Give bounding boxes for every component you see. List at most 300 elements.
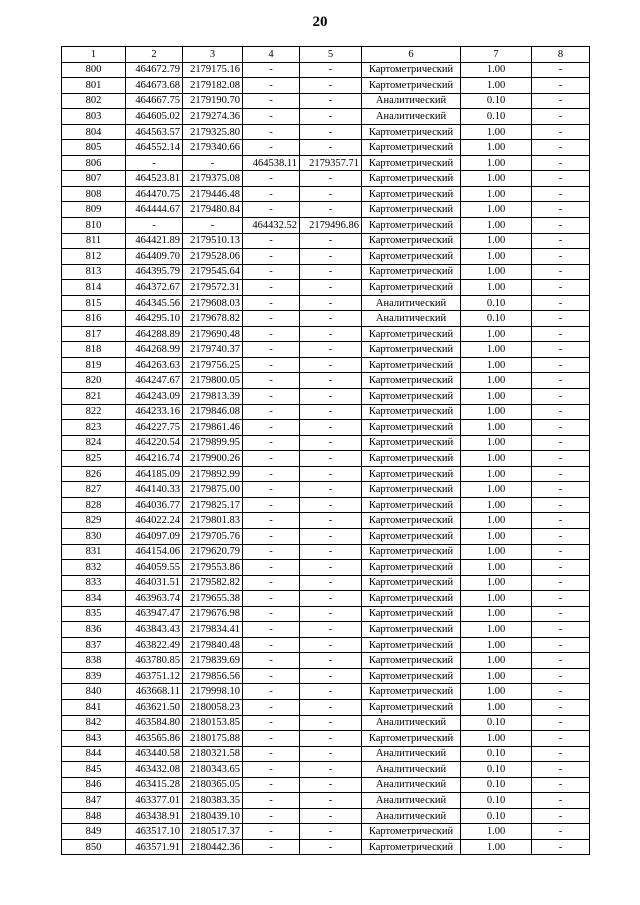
- x-alt-coordinate-cell: -: [243, 357, 300, 373]
- y-coordinate-cell: 2180365.05: [183, 777, 243, 793]
- table-row: [62, 93, 590, 109]
- method-cell: Картометрический: [362, 466, 461, 482]
- note-cell: -: [532, 357, 590, 373]
- accuracy-cell: 1.00: [461, 124, 532, 140]
- y-coordinate-cell: 2180321.58: [183, 746, 243, 762]
- method-cell: Аналитический: [362, 777, 461, 793]
- x-coordinate-cell: -: [126, 218, 183, 234]
- y-alt-coordinate-cell: -: [300, 684, 362, 700]
- note-cell: -: [532, 155, 590, 171]
- x-coordinate-cell: 464097.09: [126, 528, 183, 544]
- point-number-cell: 805: [62, 140, 126, 156]
- point-number-cell: 807: [62, 171, 126, 187]
- y-coordinate-cell: 2180153.85: [183, 715, 243, 731]
- method-cell: Картометрический: [362, 420, 461, 436]
- table-row: [62, 202, 590, 218]
- table-row: [62, 606, 590, 622]
- y-alt-coordinate-cell: -: [300, 202, 362, 218]
- method-cell: Картометрический: [362, 249, 461, 265]
- x-alt-coordinate-cell: -: [243, 684, 300, 700]
- x-coordinate-cell: 464022.24: [126, 513, 183, 529]
- method-cell: Картометрический: [362, 342, 461, 358]
- note-cell: -: [532, 373, 590, 389]
- table-row: [62, 109, 590, 125]
- x-alt-coordinate-cell: -: [243, 78, 300, 94]
- accuracy-cell: 1.00: [461, 202, 532, 218]
- point-number-cell: 818: [62, 342, 126, 358]
- method-cell: Картометрический: [362, 155, 461, 171]
- accuracy-cell: 1.00: [461, 373, 532, 389]
- accuracy-cell: 0.10: [461, 746, 532, 762]
- x-coordinate-cell: 464059.55: [126, 560, 183, 576]
- note-cell: -: [532, 311, 590, 327]
- note-cell: -: [532, 839, 590, 855]
- accuracy-cell: 1.00: [461, 404, 532, 420]
- note-cell: -: [532, 186, 590, 202]
- table-row: [62, 404, 590, 420]
- method-cell: Картометрический: [362, 699, 461, 715]
- method-cell: Картометрический: [362, 186, 461, 202]
- table-row: [62, 762, 590, 778]
- y-coordinate-cell: 2179800.05: [183, 373, 243, 389]
- y-alt-coordinate-cell: -: [300, 264, 362, 280]
- table-row: [62, 684, 590, 700]
- accuracy-cell: 0.10: [461, 793, 532, 809]
- table-row: [62, 513, 590, 529]
- table-row: [62, 78, 590, 94]
- accuracy-cell: 1.00: [461, 155, 532, 171]
- note-cell: -: [532, 435, 590, 451]
- y-coordinate-cell: 2180175.88: [183, 731, 243, 747]
- method-cell: Аналитический: [362, 295, 461, 311]
- x-coordinate-cell: 464154.06: [126, 544, 183, 560]
- table-row: [62, 839, 590, 855]
- table-row: [62, 528, 590, 544]
- y-alt-coordinate-cell: -: [300, 528, 362, 544]
- note-cell: -: [532, 684, 590, 700]
- note-cell: -: [532, 389, 590, 405]
- y-alt-coordinate-cell: -: [300, 280, 362, 296]
- point-number-cell: 822: [62, 404, 126, 420]
- accuracy-cell: 1.00: [461, 357, 532, 373]
- x-coordinate-cell: 464345.56: [126, 295, 183, 311]
- y-alt-coordinate-cell: -: [300, 777, 362, 793]
- accuracy-cell: 1.00: [461, 342, 532, 358]
- note-cell: -: [532, 482, 590, 498]
- column-header: 7: [461, 47, 532, 63]
- x-coordinate-cell: 464031.51: [126, 575, 183, 591]
- accuracy-cell: 1.00: [461, 528, 532, 544]
- y-coordinate-cell: 2179834.41: [183, 622, 243, 638]
- method-cell: Картометрический: [362, 528, 461, 544]
- x-alt-coordinate-cell: -: [243, 451, 300, 467]
- point-number-cell: 800: [62, 62, 126, 78]
- x-coordinate-cell: 463565.86: [126, 731, 183, 747]
- note-cell: -: [532, 295, 590, 311]
- y-alt-coordinate-cell: -: [300, 171, 362, 187]
- point-number-cell: 802: [62, 93, 126, 109]
- y-coordinate-cell: 2179998.10: [183, 684, 243, 700]
- table-row: [62, 824, 590, 840]
- note-cell: -: [532, 731, 590, 747]
- y-coordinate-cell: 2179861.46: [183, 420, 243, 436]
- point-number-cell: 801: [62, 78, 126, 94]
- y-alt-coordinate-cell: 2179496.86: [300, 218, 362, 234]
- x-alt-coordinate-cell: -: [243, 575, 300, 591]
- y-alt-coordinate-cell: -: [300, 793, 362, 809]
- x-coordinate-cell: 463440.58: [126, 746, 183, 762]
- point-number-cell: 813: [62, 264, 126, 280]
- y-alt-coordinate-cell: -: [300, 715, 362, 731]
- point-number-cell: 849: [62, 824, 126, 840]
- table-row: [62, 140, 590, 156]
- y-alt-coordinate-cell: -: [300, 435, 362, 451]
- table-row: [62, 668, 590, 684]
- x-alt-coordinate-cell: -: [243, 420, 300, 436]
- y-coordinate-cell: 2179553.86: [183, 560, 243, 576]
- note-cell: -: [532, 824, 590, 840]
- y-coordinate-cell: 2179582.82: [183, 575, 243, 591]
- note-cell: -: [532, 544, 590, 560]
- note-cell: -: [532, 420, 590, 436]
- x-coordinate-cell: 464220.54: [126, 435, 183, 451]
- note-cell: -: [532, 62, 590, 78]
- y-coordinate-cell: 2179480.84: [183, 202, 243, 218]
- note-cell: -: [532, 249, 590, 265]
- y-alt-coordinate-cell: -: [300, 420, 362, 436]
- x-coordinate-cell: 463822.49: [126, 637, 183, 653]
- y-alt-coordinate-cell: -: [300, 699, 362, 715]
- accuracy-cell: 1.00: [461, 435, 532, 451]
- x-alt-coordinate-cell: -: [243, 186, 300, 202]
- note-cell: -: [532, 466, 590, 482]
- method-cell: Картометрический: [362, 591, 461, 607]
- table-row: [62, 62, 590, 78]
- note-cell: -: [532, 606, 590, 622]
- method-cell: Картометрический: [362, 622, 461, 638]
- table-row: [62, 731, 590, 747]
- note-cell: -: [532, 342, 590, 358]
- y-coordinate-cell: 2179190.70: [183, 93, 243, 109]
- method-cell: Картометрический: [362, 544, 461, 560]
- x-alt-coordinate-cell: -: [243, 637, 300, 653]
- x-coordinate-cell: 463621.50: [126, 699, 183, 715]
- table-row: [62, 544, 590, 560]
- x-coordinate-cell: 464216.74: [126, 451, 183, 467]
- note-cell: -: [532, 451, 590, 467]
- x-coordinate-cell: 464263.63: [126, 357, 183, 373]
- method-cell: Картометрический: [362, 731, 461, 747]
- x-coordinate-cell: 464470.75: [126, 186, 183, 202]
- point-number-cell: 830: [62, 528, 126, 544]
- x-alt-coordinate-cell: -: [243, 808, 300, 824]
- accuracy-cell: 1.00: [461, 420, 532, 436]
- x-alt-coordinate-cell: -: [243, 606, 300, 622]
- accuracy-cell: 1.00: [461, 731, 532, 747]
- accuracy-cell: 0.10: [461, 311, 532, 327]
- point-number-cell: 820: [62, 373, 126, 389]
- y-coordinate-cell: 2179840.48: [183, 637, 243, 653]
- x-alt-coordinate-cell: -: [243, 435, 300, 451]
- y-alt-coordinate-cell: -: [300, 342, 362, 358]
- point-number-cell: 845: [62, 762, 126, 778]
- accuracy-cell: 1.00: [461, 218, 532, 234]
- x-alt-coordinate-cell: -: [243, 699, 300, 715]
- x-coordinate-cell: 463843.43: [126, 622, 183, 638]
- table-row: [62, 653, 590, 669]
- column-header: 1: [62, 47, 126, 63]
- y-alt-coordinate-cell: -: [300, 357, 362, 373]
- note-cell: -: [532, 218, 590, 234]
- x-alt-coordinate-cell: -: [243, 762, 300, 778]
- y-coordinate-cell: 2179620.79: [183, 544, 243, 560]
- y-coordinate-cell: 2179676.98: [183, 606, 243, 622]
- method-cell: Картометрический: [362, 389, 461, 405]
- accuracy-cell: 1.00: [461, 249, 532, 265]
- y-coordinate-cell: 2180383.35: [183, 793, 243, 809]
- x-coordinate-cell: 464185.09: [126, 466, 183, 482]
- x-alt-coordinate-cell: -: [243, 482, 300, 498]
- table-row: [62, 186, 590, 202]
- point-number-cell: 835: [62, 606, 126, 622]
- note-cell: -: [532, 653, 590, 669]
- note-cell: -: [532, 762, 590, 778]
- x-alt-coordinate-cell: 464432.52: [243, 218, 300, 234]
- method-cell: Картометрический: [362, 668, 461, 684]
- table-row: [62, 808, 590, 824]
- coordinates-table: [61, 46, 590, 855]
- x-alt-coordinate-cell: -: [243, 591, 300, 607]
- y-coordinate-cell: 2179899.95: [183, 435, 243, 451]
- method-cell: Картометрический: [362, 171, 461, 187]
- table-row: [62, 295, 590, 311]
- point-number-cell: 824: [62, 435, 126, 451]
- method-cell: Картометрический: [362, 482, 461, 498]
- note-cell: -: [532, 497, 590, 513]
- x-alt-coordinate-cell: -: [243, 466, 300, 482]
- method-cell: Картометрический: [362, 280, 461, 296]
- point-number-cell: 850: [62, 839, 126, 855]
- column-header: 8: [532, 47, 590, 63]
- point-number-cell: 844: [62, 746, 126, 762]
- y-coordinate-cell: 2180343.65: [183, 762, 243, 778]
- accuracy-cell: 1.00: [461, 668, 532, 684]
- point-number-cell: 846: [62, 777, 126, 793]
- x-coordinate-cell: 464227.75: [126, 420, 183, 436]
- x-coordinate-cell: 464036.77: [126, 497, 183, 513]
- x-coordinate-cell: 464247.67: [126, 373, 183, 389]
- x-alt-coordinate-cell: -: [243, 140, 300, 156]
- point-number-cell: 848: [62, 808, 126, 824]
- point-number-cell: 833: [62, 575, 126, 591]
- table-row: [62, 233, 590, 249]
- note-cell: -: [532, 109, 590, 125]
- x-alt-coordinate-cell: -: [243, 342, 300, 358]
- y-coordinate-cell: 2179801.83: [183, 513, 243, 529]
- y-alt-coordinate-cell: -: [300, 808, 362, 824]
- y-alt-coordinate-cell: -: [300, 93, 362, 109]
- y-coordinate-cell: 2180442.36: [183, 839, 243, 855]
- x-alt-coordinate-cell: -: [243, 93, 300, 109]
- y-coordinate-cell: 2179892.99: [183, 466, 243, 482]
- x-coordinate-cell: 463780.85: [126, 653, 183, 669]
- x-alt-coordinate-cell: -: [243, 311, 300, 327]
- point-number-cell: 840: [62, 684, 126, 700]
- y-alt-coordinate-cell: 2179357.71: [300, 155, 362, 171]
- accuracy-cell: 0.10: [461, 777, 532, 793]
- accuracy-cell: 1.00: [461, 591, 532, 607]
- x-coordinate-cell: 463668.11: [126, 684, 183, 700]
- x-coordinate-cell: 464288.89: [126, 326, 183, 342]
- accuracy-cell: 1.00: [461, 233, 532, 249]
- point-number-cell: 823: [62, 420, 126, 436]
- table-row: [62, 280, 590, 296]
- note-cell: -: [532, 528, 590, 544]
- method-cell: Аналитический: [362, 793, 461, 809]
- x-coordinate-cell: 464243.09: [126, 389, 183, 405]
- x-alt-coordinate-cell: -: [243, 746, 300, 762]
- method-cell: Картометрический: [362, 218, 461, 234]
- x-coordinate-cell: 464268.99: [126, 342, 183, 358]
- y-coordinate-cell: 2179678.82: [183, 311, 243, 327]
- point-number-cell: 829: [62, 513, 126, 529]
- table-row: [62, 389, 590, 405]
- x-coordinate-cell: 463432.08: [126, 762, 183, 778]
- point-number-cell: 843: [62, 731, 126, 747]
- y-coordinate-cell: 2179182.08: [183, 78, 243, 94]
- table-row: [62, 357, 590, 373]
- accuracy-cell: 1.00: [461, 264, 532, 280]
- y-alt-coordinate-cell: -: [300, 497, 362, 513]
- x-alt-coordinate-cell: -: [243, 824, 300, 840]
- y-coordinate-cell: 2179528.06: [183, 249, 243, 265]
- x-alt-coordinate-cell: -: [243, 497, 300, 513]
- accuracy-cell: 0.10: [461, 109, 532, 125]
- x-coordinate-cell: 463438.91: [126, 808, 183, 824]
- accuracy-cell: 1.00: [461, 171, 532, 187]
- note-cell: -: [532, 326, 590, 342]
- x-coordinate-cell: 463377.01: [126, 793, 183, 809]
- method-cell: Картометрический: [362, 233, 461, 249]
- note-cell: -: [532, 560, 590, 576]
- accuracy-cell: 0.10: [461, 808, 532, 824]
- table-row: [62, 746, 590, 762]
- x-alt-coordinate-cell: -: [243, 264, 300, 280]
- method-cell: Аналитический: [362, 311, 461, 327]
- y-coordinate-cell: 2179340.66: [183, 140, 243, 156]
- y-coordinate-cell: 2179655.38: [183, 591, 243, 607]
- x-alt-coordinate-cell: -: [243, 295, 300, 311]
- table-row: [62, 435, 590, 451]
- table-row: [62, 124, 590, 140]
- x-alt-coordinate-cell: -: [243, 202, 300, 218]
- note-cell: -: [532, 140, 590, 156]
- accuracy-cell: 1.00: [461, 606, 532, 622]
- accuracy-cell: 1.00: [461, 684, 532, 700]
- point-number-cell: 827: [62, 482, 126, 498]
- y-coordinate-cell: 2180058.23: [183, 699, 243, 715]
- accuracy-cell: 1.00: [461, 466, 532, 482]
- y-alt-coordinate-cell: -: [300, 295, 362, 311]
- y-coordinate-cell: 2179875.00: [183, 482, 243, 498]
- table-row: [62, 699, 590, 715]
- accuracy-cell: 1.00: [461, 560, 532, 576]
- x-alt-coordinate-cell: -: [243, 109, 300, 125]
- accuracy-cell: 1.00: [461, 513, 532, 529]
- x-coordinate-cell: 464421.89: [126, 233, 183, 249]
- method-cell: Картометрический: [362, 824, 461, 840]
- method-cell: Аналитический: [362, 808, 461, 824]
- x-coordinate-cell: 463584.80: [126, 715, 183, 731]
- accuracy-cell: 0.10: [461, 93, 532, 109]
- header-row: [62, 47, 590, 63]
- accuracy-cell: 1.00: [461, 824, 532, 840]
- y-alt-coordinate-cell: -: [300, 606, 362, 622]
- y-coordinate-cell: 2180439.10: [183, 808, 243, 824]
- x-coordinate-cell: 464409.70: [126, 249, 183, 265]
- point-number-cell: 803: [62, 109, 126, 125]
- method-cell: Картометрический: [362, 653, 461, 669]
- note-cell: -: [532, 808, 590, 824]
- accuracy-cell: 0.10: [461, 295, 532, 311]
- method-cell: Картометрический: [362, 124, 461, 140]
- y-alt-coordinate-cell: -: [300, 731, 362, 747]
- y-alt-coordinate-cell: -: [300, 591, 362, 607]
- method-cell: Картометрический: [362, 839, 461, 855]
- x-coordinate-cell: 463947.47: [126, 606, 183, 622]
- point-number-cell: 828: [62, 497, 126, 513]
- point-number-cell: 826: [62, 466, 126, 482]
- method-cell: Картометрический: [362, 497, 461, 513]
- y-coordinate-cell: 2179545.64: [183, 264, 243, 280]
- point-number-cell: 812: [62, 249, 126, 265]
- accuracy-cell: 1.00: [461, 544, 532, 560]
- table-row: [62, 591, 590, 607]
- x-alt-coordinate-cell: -: [243, 280, 300, 296]
- y-coordinate-cell: 2179825.17: [183, 497, 243, 513]
- method-cell: Аналитический: [362, 746, 461, 762]
- y-coordinate-cell: 2179446.48: [183, 186, 243, 202]
- table-row: [62, 637, 590, 653]
- y-alt-coordinate-cell: -: [300, 668, 362, 684]
- x-alt-coordinate-cell: -: [243, 326, 300, 342]
- table-row: [62, 497, 590, 513]
- method-cell: Картометрический: [362, 575, 461, 591]
- table-row: [62, 326, 590, 342]
- y-alt-coordinate-cell: -: [300, 389, 362, 405]
- y-alt-coordinate-cell: -: [300, 560, 362, 576]
- accuracy-cell: 1.00: [461, 78, 532, 94]
- point-number-cell: 804: [62, 124, 126, 140]
- method-cell: Аналитический: [362, 109, 461, 125]
- table-row: [62, 420, 590, 436]
- note-cell: -: [532, 233, 590, 249]
- note-cell: -: [532, 793, 590, 809]
- method-cell: Картометрический: [362, 513, 461, 529]
- x-coordinate-cell: 463963.74: [126, 591, 183, 607]
- y-alt-coordinate-cell: -: [300, 124, 362, 140]
- x-coordinate-cell: 464605.02: [126, 109, 183, 125]
- point-number-cell: 811: [62, 233, 126, 249]
- method-cell: Картометрический: [362, 435, 461, 451]
- point-number-cell: 839: [62, 668, 126, 684]
- accuracy-cell: 1.00: [461, 637, 532, 653]
- accuracy-cell: 1.00: [461, 389, 532, 405]
- point-number-cell: 821: [62, 389, 126, 405]
- accuracy-cell: 1.00: [461, 62, 532, 78]
- y-coordinate-cell: 2179846.08: [183, 404, 243, 420]
- x-coordinate-cell: 463751.12: [126, 668, 183, 684]
